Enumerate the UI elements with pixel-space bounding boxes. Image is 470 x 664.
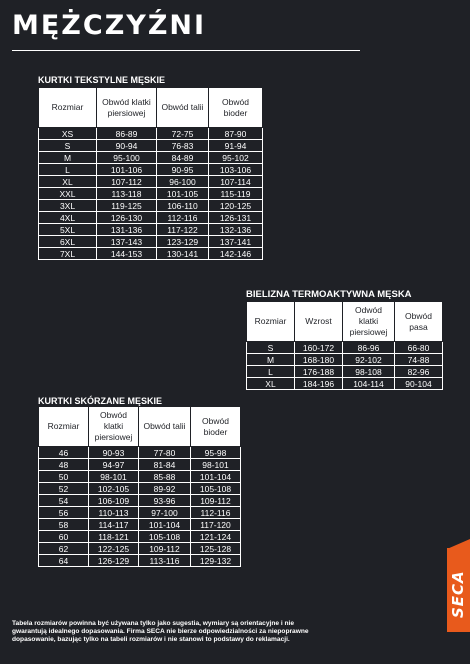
table-cell: 105-108 <box>191 483 241 495</box>
seca-logo-text: SECA <box>449 570 467 618</box>
table-cell: 98-108 <box>343 366 395 378</box>
table-cell: 125-128 <box>191 543 241 555</box>
table-cell: 109-112 <box>191 495 241 507</box>
table-cell: 123-129 <box>157 236 209 248</box>
table-cell: 64 <box>39 555 89 567</box>
table-cell: 84-89 <box>157 152 209 164</box>
table-row <box>39 555 241 567</box>
table-cell: 107-112 <box>97 176 157 188</box>
table-cell: 90-104 <box>395 378 443 390</box>
thermal-table <box>246 301 443 390</box>
table-cell: 117-122 <box>157 224 209 236</box>
table-cell: 184-196 <box>295 378 343 390</box>
table-cell: 101-106 <box>97 164 157 176</box>
table-cell: 106-109 <box>89 495 139 507</box>
table-row <box>39 483 241 495</box>
table-cell: 113-116 <box>139 555 191 567</box>
table-cell: 54 <box>39 495 89 507</box>
table-cell: 98-101 <box>89 471 139 483</box>
header-height: Wzrost <box>295 302 343 342</box>
table-cell: 97-100 <box>139 507 191 519</box>
table-cell: 66-80 <box>395 342 443 354</box>
table-row <box>39 447 241 459</box>
table-cell: 60 <box>39 531 89 543</box>
table-cell: 110-113 <box>89 507 139 519</box>
table-cell: 126-129 <box>89 555 139 567</box>
table-cell: 4XL <box>39 212 97 224</box>
table-cell: 122-125 <box>89 543 139 555</box>
table-cell: 102-105 <box>89 483 139 495</box>
table-cell: 132-136 <box>209 224 263 236</box>
table-row <box>39 531 241 543</box>
table-cell: M <box>39 152 97 164</box>
table-cell: 168-180 <box>295 354 343 366</box>
table-cell: XL <box>247 378 295 390</box>
table-cell: 104-114 <box>343 378 395 390</box>
disclaimer-line: dopasowanie, bazując tylko na tabeli rozmiarów i nie stanowi to podstawy do reklamacji. <box>12 636 290 643</box>
table-cell: 91-94 <box>209 140 263 152</box>
table-row <box>39 212 263 224</box>
table-cell: 144-153 <box>97 248 157 260</box>
table-row <box>39 471 241 483</box>
table-cell: 126-130 <box>97 212 157 224</box>
table-row <box>39 459 241 471</box>
header-waist: Obwód talii <box>139 407 191 447</box>
table-cell: XL <box>39 176 97 188</box>
table-cell: 48 <box>39 459 89 471</box>
table-cell: 120-125 <box>209 200 263 212</box>
table-cell: 96-100 <box>157 176 209 188</box>
section-title-leather-jackets: KURTKI SKÓRZANE MĘSKIE <box>38 396 163 406</box>
table-cell: 87-90 <box>209 128 263 140</box>
table-cell: M <box>247 354 295 366</box>
header-size: Rozmiar <box>247 302 295 342</box>
table-cell: 7XL <box>39 248 97 260</box>
table-cell: 95-100 <box>97 152 157 164</box>
table-cell: 105-108 <box>139 531 191 543</box>
table-cell: S <box>39 140 97 152</box>
header-hips: Obwód bioder <box>191 407 241 447</box>
table-cell: 126-131 <box>209 212 263 224</box>
table-cell: 93-96 <box>139 495 191 507</box>
header-chest: Obwód klatki piersiowej <box>97 88 157 128</box>
table-cell: 90-93 <box>89 447 139 459</box>
table-cell: 137-141 <box>209 236 263 248</box>
table-cell: 95-102 <box>209 152 263 164</box>
table-cell: 142-146 <box>209 248 263 260</box>
table-row <box>247 342 443 354</box>
table-cell: 109-112 <box>139 543 191 555</box>
table-cell: 52 <box>39 483 89 495</box>
page-title: MĘŻCZYŹNI <box>12 10 207 41</box>
header-waist: Obwód pasa <box>395 302 443 342</box>
table-cell: 112-116 <box>191 507 241 519</box>
table-cell: 121-124 <box>191 531 241 543</box>
table-row <box>39 140 263 152</box>
table-cell: 129-132 <box>191 555 241 567</box>
table-cell: 176-188 <box>295 366 343 378</box>
disclaimer-line: gwarantują idealnego dopasowania. Firma SECA nie bierze odpowiedzialności za niepoprawne <box>12 628 309 635</box>
table-cell: 160-172 <box>295 342 343 354</box>
table-row <box>39 188 263 200</box>
table-row <box>39 248 263 260</box>
table-cell: 56 <box>39 507 89 519</box>
table-row <box>39 224 263 236</box>
section-title-thermal: BIELIZNA TERMOAKTYWNA MĘSKA <box>246 289 412 300</box>
table-cell: 106-110 <box>157 200 209 212</box>
table-cell: 94-97 <box>89 459 139 471</box>
table-cell: 95-98 <box>191 447 241 459</box>
table-row <box>247 378 443 390</box>
title-underline <box>12 50 360 51</box>
table-cell: 6XL <box>39 236 97 248</box>
seca-logo <box>447 548 470 632</box>
header-size: Rozmiar <box>39 88 97 128</box>
table-cell: 50 <box>39 471 89 483</box>
table-cell: 103-106 <box>209 164 263 176</box>
table-cell: 86-96 <box>343 342 395 354</box>
table-cell: XXL <box>39 188 97 200</box>
table-cell: 76-83 <box>157 140 209 152</box>
table-cell: 82-96 <box>395 366 443 378</box>
table-cell: 118-121 <box>89 531 139 543</box>
section-title-textile-jackets: KURTKI TEKSTYLNE MĘSKIE <box>38 75 166 85</box>
table-cell: 113-118 <box>97 188 157 200</box>
table-cell: 101-105 <box>157 188 209 200</box>
table-row <box>39 495 241 507</box>
table-row <box>39 164 263 176</box>
table-row <box>247 354 443 366</box>
table-row <box>39 507 241 519</box>
table-cell: 5XL <box>39 224 97 236</box>
table-cell: 58 <box>39 519 89 531</box>
table-cell: 115-119 <box>209 188 263 200</box>
table-cell: XS <box>39 128 97 140</box>
table-row <box>39 176 263 188</box>
table-cell: 98-101 <box>191 459 241 471</box>
table-cell: 107-114 <box>209 176 263 188</box>
header-size: Rozmiar <box>39 407 89 447</box>
table-cell: 81-84 <box>139 459 191 471</box>
table-cell: L <box>39 164 97 176</box>
table-cell: 112-116 <box>157 212 209 224</box>
table-cell: L <box>247 366 295 378</box>
header-chest: Obwód klatki piersiowej <box>89 407 139 447</box>
table-cell: 72-75 <box>157 128 209 140</box>
disclaimer <box>12 620 442 644</box>
table-cell: 137-143 <box>97 236 157 248</box>
table-row <box>39 519 241 531</box>
leather-jackets-table <box>38 406 241 567</box>
table-cell: 77-80 <box>139 447 191 459</box>
table-cell: 130-141 <box>157 248 209 260</box>
header-waist: Obwód talii <box>157 88 209 128</box>
disclaimer-line: Tabela rozmiarów powinna być używana tylko jako sugestia, wymiary są orientacyjne i nie <box>12 620 295 627</box>
table-row <box>39 543 241 555</box>
table-cell: S <box>247 342 295 354</box>
table-row <box>247 366 443 378</box>
header-hips: Obwód bioder <box>209 88 263 128</box>
table-row <box>39 236 263 248</box>
table-cell: 117-120 <box>191 519 241 531</box>
table-cell: 86-89 <box>97 128 157 140</box>
table-cell: 90-94 <box>97 140 157 152</box>
table-cell: 119-125 <box>97 200 157 212</box>
header-chest: Odwód klatki piersiowej <box>343 302 395 342</box>
table-cell: 74-88 <box>395 354 443 366</box>
table-cell: 89-92 <box>139 483 191 495</box>
table-cell: 85-88 <box>139 471 191 483</box>
table-row <box>39 152 263 164</box>
table-cell: 46 <box>39 447 89 459</box>
table-cell: 114-117 <box>89 519 139 531</box>
table-cell: 101-104 <box>139 519 191 531</box>
table-cell: 90-95 <box>157 164 209 176</box>
table-cell: 62 <box>39 543 89 555</box>
table-row <box>39 200 263 212</box>
table-cell: 131-136 <box>97 224 157 236</box>
table-cell: 3XL <box>39 200 97 212</box>
table-row <box>39 128 263 140</box>
table-cell: 101-104 <box>191 471 241 483</box>
textile-jackets-table <box>38 87 263 260</box>
table-cell: 92-102 <box>343 354 395 366</box>
